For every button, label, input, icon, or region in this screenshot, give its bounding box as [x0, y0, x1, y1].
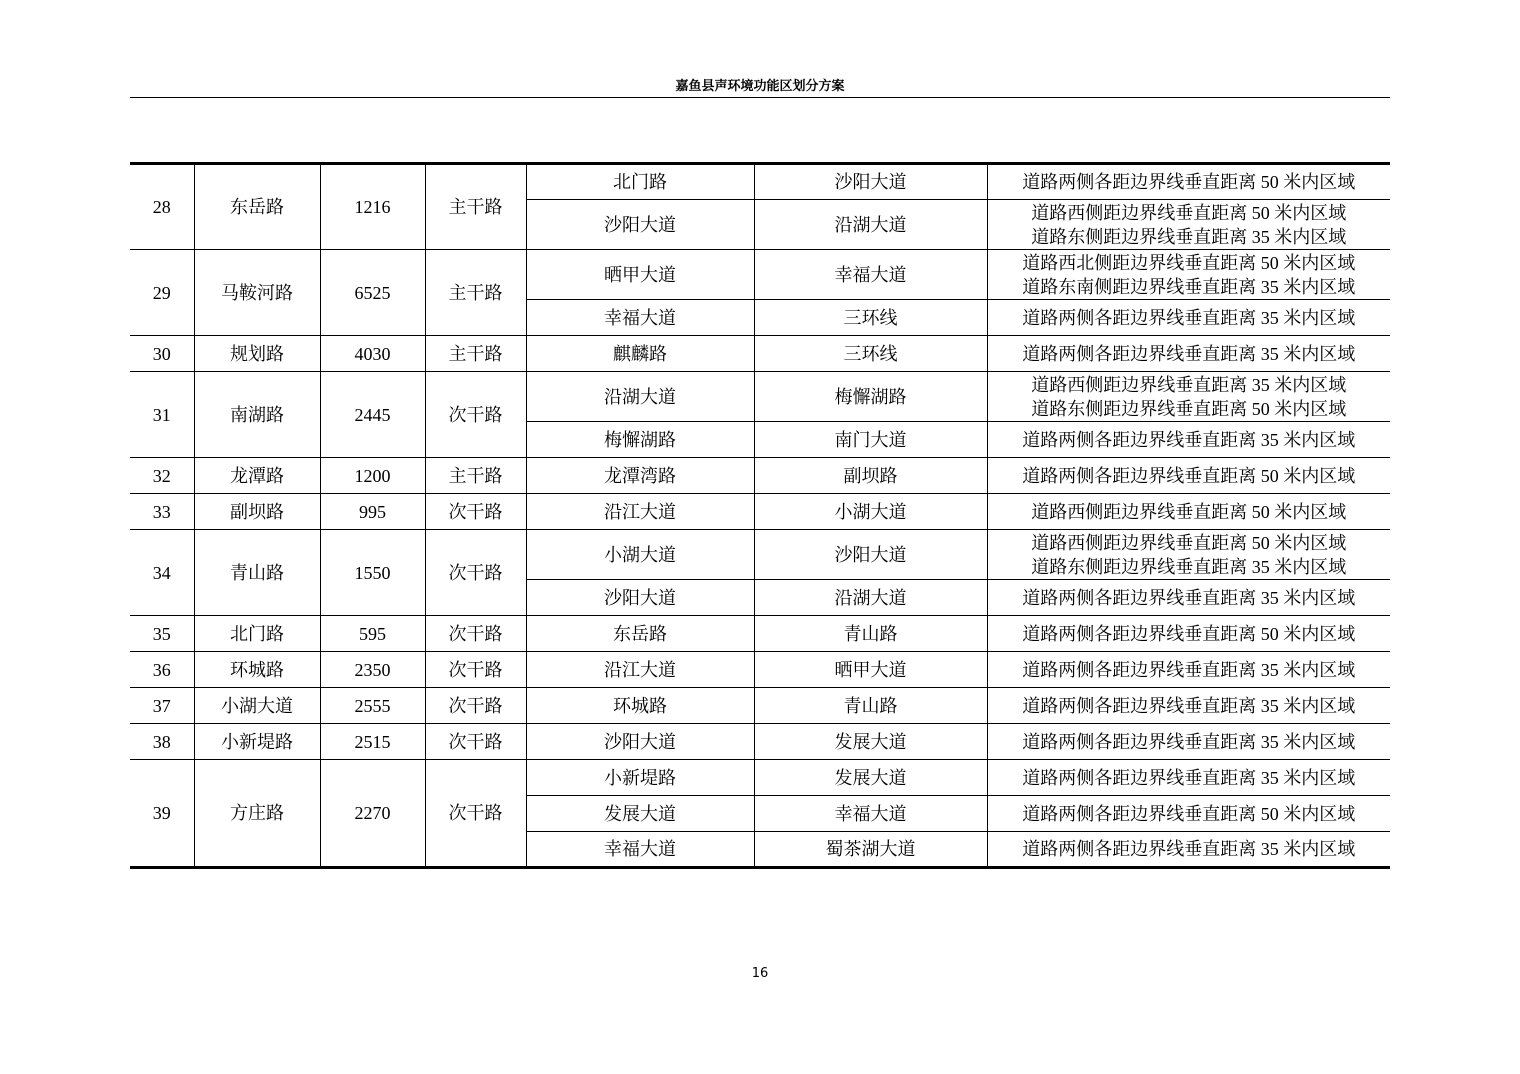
page-header-title: 嘉鱼县声环境功能区划分方案	[675, 79, 845, 94]
road-grade-cell: 次干路	[425, 494, 526, 530]
road-length-cell: 2555	[320, 688, 425, 724]
zone-range-cell	[987, 616, 1390, 652]
segment-end-cell: 幸福大道	[754, 796, 987, 832]
road-length-cell: 595	[320, 616, 425, 652]
table-row	[130, 652, 1390, 688]
row-number-cell: 29	[130, 250, 194, 336]
segment-end-cell: 小湖大道	[754, 494, 987, 530]
table-row	[130, 494, 1390, 530]
zone-range-cell	[987, 458, 1390, 494]
table-row	[130, 458, 1390, 494]
road-name-cell: 北门路	[194, 616, 320, 652]
segment-start-cell: 龙潭湾路	[526, 458, 754, 494]
segment-end-cell: 三环线	[754, 336, 987, 372]
zone-range-cell	[987, 300, 1390, 336]
zone-range-line: 道路东侧距边界线垂直距离 35 米内区域	[1031, 556, 1347, 577]
zone-range-line: 道路两侧各距边界线垂直距离 35 米内区域	[1022, 695, 1356, 716]
row-number-cell: 35	[130, 616, 194, 652]
zone-range-line: 道路两侧各距边界线垂直距离 50 米内区域	[1022, 623, 1356, 644]
zone-range-line: 道路西侧距边界线垂直距离 35 米内区域	[1031, 374, 1347, 395]
road-length-cell: 2270	[320, 760, 425, 868]
segment-start-cell: 小新堤路	[526, 760, 754, 796]
segment-start-cell: 幸福大道	[526, 300, 754, 336]
zone-range-line: 道路两侧各距边界线垂直距离 35 米内区域	[1022, 659, 1356, 680]
road-length-cell: 2445	[320, 372, 425, 458]
zone-range-line: 道路两侧各距边界线垂直距离 50 米内区域	[1022, 465, 1356, 486]
table-row	[130, 760, 1390, 796]
table-row	[130, 688, 1390, 724]
road-name-cell: 小湖大道	[194, 688, 320, 724]
row-number-cell: 30	[130, 336, 194, 372]
road-grade-cell: 次干路	[425, 530, 526, 616]
segment-end-cell: 青山路	[754, 688, 987, 724]
zone-range-cell	[987, 250, 1390, 300]
zone-range-line: 道路东南侧距边界线垂直距离 35 米内区域	[1022, 276, 1356, 297]
road-length-cell: 1550	[320, 530, 425, 616]
row-number-cell: 31	[130, 372, 194, 458]
segment-start-cell: 东岳路	[526, 616, 754, 652]
row-number-cell: 37	[130, 688, 194, 724]
table-row	[130, 250, 1390, 300]
table-row	[130, 530, 1390, 580]
segment-start-cell: 梅懈湖路	[526, 422, 754, 458]
zone-range-line: 道路两侧各距边界线垂直距离 35 米内区域	[1022, 307, 1356, 328]
segment-end-cell: 三环线	[754, 300, 987, 336]
segment-end-cell: 发展大道	[754, 760, 987, 796]
road-name-cell: 副坝路	[194, 494, 320, 530]
segment-start-cell: 沙阳大道	[526, 724, 754, 760]
segment-start-cell: 发展大道	[526, 796, 754, 832]
segment-start-cell: 沙阳大道	[526, 580, 754, 616]
road-grade-cell: 次干路	[425, 724, 526, 760]
zone-range-cell	[987, 372, 1390, 422]
road-length-cell: 1200	[320, 458, 425, 494]
row-number-cell: 36	[130, 652, 194, 688]
road-grade-cell: 主干路	[425, 458, 526, 494]
road-name-cell: 龙潭路	[194, 458, 320, 494]
zone-range-line: 道路两侧各距边界线垂直距离 35 米内区域	[1022, 731, 1356, 752]
segment-start-cell: 沿江大道	[526, 494, 754, 530]
zone-range-cell	[987, 530, 1390, 580]
zone-range-cell	[987, 164, 1390, 200]
row-number-cell: 32	[130, 458, 194, 494]
road-name-cell: 环城路	[194, 652, 320, 688]
segment-end-cell: 沿湖大道	[754, 200, 987, 250]
road-grade-cell: 次干路	[425, 616, 526, 652]
zone-range-cell	[987, 580, 1390, 616]
road-grade-cell: 次干路	[425, 760, 526, 868]
row-number-cell: 33	[130, 494, 194, 530]
segment-start-cell: 晒甲大道	[526, 250, 754, 300]
page-number: 16	[751, 966, 769, 981]
zone-range-line: 道路西北侧距边界线垂直距离 50 米内区域	[1022, 252, 1356, 273]
road-name-cell: 规划路	[194, 336, 320, 372]
table-row	[130, 724, 1390, 760]
road-grade-cell: 次干路	[425, 652, 526, 688]
segment-end-cell: 沙阳大道	[754, 530, 987, 580]
header-rule	[130, 97, 1390, 98]
segment-end-cell: 沙阳大道	[754, 164, 987, 200]
row-number-cell: 39	[130, 760, 194, 868]
segment-start-cell: 沿江大道	[526, 652, 754, 688]
table-row	[130, 164, 1390, 200]
segment-end-cell: 发展大道	[754, 724, 987, 760]
zone-range-line: 道路两侧各距边界线垂直距离 35 米内区域	[1022, 429, 1356, 450]
zone-range-cell	[987, 422, 1390, 458]
road-grade-cell: 主干路	[425, 250, 526, 336]
zone-range-cell	[987, 200, 1390, 250]
road-grade-cell: 次干路	[425, 372, 526, 458]
segment-end-cell: 南门大道	[754, 422, 987, 458]
road-grade-cell: 次干路	[425, 688, 526, 724]
road-grade-cell: 主干路	[425, 164, 526, 250]
row-number-cell: 34	[130, 530, 194, 616]
table-row	[130, 616, 1390, 652]
zone-range-line: 道路两侧各距边界线垂直距离 35 米内区域	[1022, 839, 1356, 859]
segment-end-cell: 晒甲大道	[754, 652, 987, 688]
segment-end-cell: 副坝路	[754, 458, 987, 494]
zone-range-cell	[987, 724, 1390, 760]
road-length-cell: 4030	[320, 336, 425, 372]
row-number-cell: 28	[130, 164, 194, 250]
zone-range-cell	[987, 494, 1390, 530]
zone-range-cell	[987, 832, 1390, 868]
segment-end-cell: 梅懈湖路	[754, 372, 987, 422]
table-row	[130, 336, 1390, 372]
road-name-cell: 南湖路	[194, 372, 320, 458]
segment-start-cell: 沿湖大道	[526, 372, 754, 422]
road-name-cell: 东岳路	[194, 164, 320, 250]
segment-end-cell: 沿湖大道	[754, 580, 987, 616]
row-number-cell: 38	[130, 724, 194, 760]
segment-start-cell: 北门路	[526, 164, 754, 200]
road-grade-cell: 主干路	[425, 336, 526, 372]
zone-range-cell	[987, 652, 1390, 688]
road-length-cell: 2350	[320, 652, 425, 688]
segment-end-cell: 青山路	[754, 616, 987, 652]
zone-range-line: 道路西侧距边界线垂直距离 50 米内区域	[1031, 532, 1347, 553]
zone-range-cell	[987, 760, 1390, 796]
road-length-cell: 2515	[320, 724, 425, 760]
table-row	[130, 372, 1390, 422]
zone-range-line: 道路两侧各距边界线垂直距离 50 米内区域	[1022, 803, 1356, 824]
segment-start-cell: 麒麟路	[526, 336, 754, 372]
road-length-cell: 995	[320, 494, 425, 530]
zone-range-line: 道路东侧距边界线垂直距离 35 米内区域	[1031, 226, 1347, 247]
road-name-cell: 青山路	[194, 530, 320, 616]
zone-range-line: 道路两侧各距边界线垂直距离 50 米内区域	[1022, 172, 1356, 192]
zone-range-line: 道路西侧距边界线垂直距离 50 米内区域	[1031, 202, 1347, 223]
road-name-cell: 马鞍河路	[194, 250, 320, 336]
segment-start-cell: 环城路	[526, 688, 754, 724]
road-length-cell: 1216	[320, 164, 425, 250]
zone-range-line: 道路西侧距边界线垂直距离 50 米内区域	[1031, 501, 1347, 522]
zone-range-line: 道路东侧距边界线垂直距离 50 米内区域	[1031, 398, 1347, 419]
zone-range-line: 道路两侧各距边界线垂直距离 35 米内区域	[1022, 343, 1356, 364]
zone-range-cell	[987, 796, 1390, 832]
segment-end-cell: 幸福大道	[754, 250, 987, 300]
segment-start-cell: 幸福大道	[526, 832, 754, 868]
road-name-cell: 方庄路	[194, 760, 320, 868]
zone-range-cell	[987, 336, 1390, 372]
table-body	[130, 164, 1390, 868]
segment-end-cell: 蜀茶湖大道	[754, 832, 987, 868]
road-length-cell: 6525	[320, 250, 425, 336]
road-name-cell: 小新堤路	[194, 724, 320, 760]
zone-range-line: 道路两侧各距边界线垂直距离 35 米内区域	[1022, 767, 1356, 788]
segment-start-cell: 小湖大道	[526, 530, 754, 580]
segment-start-cell: 沙阳大道	[526, 200, 754, 250]
zone-range-line: 道路两侧各距边界线垂直距离 35 米内区域	[1022, 587, 1356, 608]
road-zoning-table	[130, 162, 1390, 869]
zone-range-cell	[987, 688, 1390, 724]
